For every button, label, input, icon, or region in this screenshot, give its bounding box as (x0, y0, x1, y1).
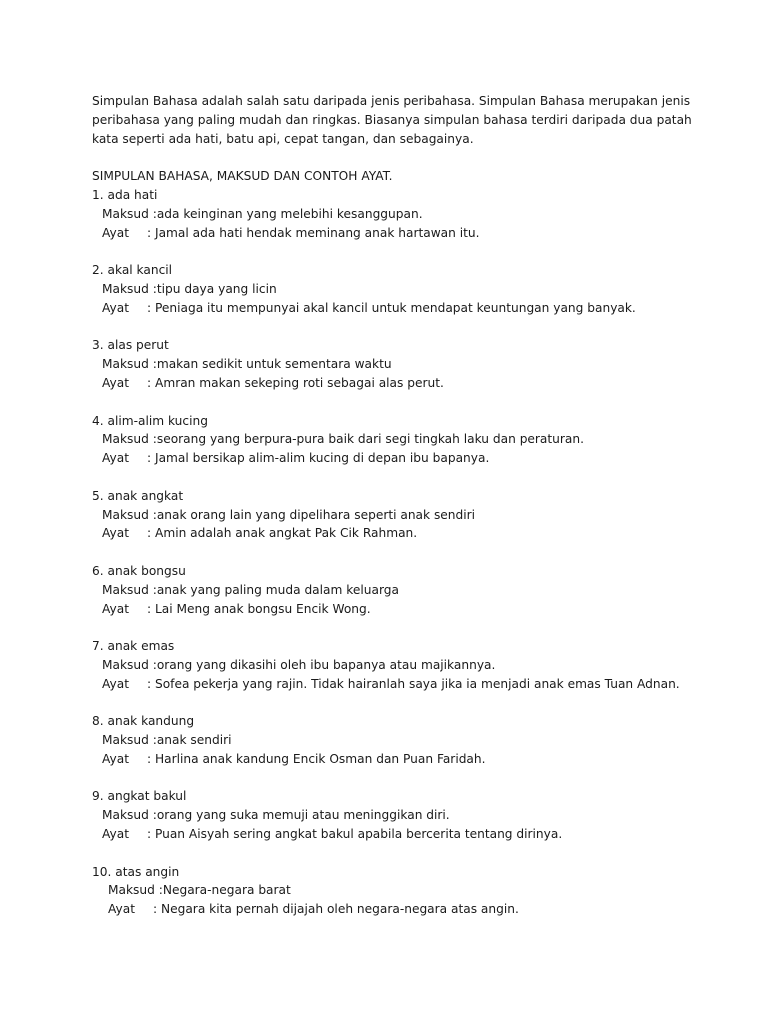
entry-term: 7. anak emas (92, 639, 175, 654)
intro-paragraph: Simpulan Bahasa adalah salah satu daripada jenis peribahasa. Simpulan Bahasa merupakan jenis peribahasa yang paling mudah dan ringkas. Biasanya simpulan bahasa terdiri daripada dua patah kata seperti ada hati, batu api, cepat tangan, dan sebagainya. (92, 94, 692, 146)
entry-ayat: Amran makan sekeping roti sebagai alas perut. (154, 375, 444, 390)
maksud-label: Maksud : (102, 432, 157, 447)
ayat-separator: : (147, 676, 155, 691)
ayat-separator: : (147, 751, 155, 766)
maksud-label: Maksud : (102, 808, 157, 823)
entry-maksud-row (92, 280, 692, 299)
entry-maksud: anak orang lain yang dipelihara seperti anak sendiri (156, 507, 476, 522)
entry-maksud-row (92, 656, 692, 675)
entry-ayat: Amin adalah anak angkat Pak Cik Rahman. (154, 526, 418, 541)
entry-maksud: tipu daya yang licin (156, 281, 277, 296)
entry-maksud-row (92, 205, 692, 224)
ayat-separator: : (147, 300, 155, 315)
entry-ayat-row (92, 449, 692, 468)
entry-maksud: ada keinginan yang melebihi kesanggupan. (156, 206, 423, 221)
maksud-label: Maksud : (102, 507, 157, 522)
entry-ayat-row (92, 524, 692, 543)
entry-ayat-row (92, 675, 692, 694)
ayat-separator: : (153, 902, 161, 917)
ayat-separator: : (147, 601, 155, 616)
ayat-label: Ayat (102, 451, 129, 466)
entry-ayat: Jamal ada hati hendak meminang anak hartawan itu. (154, 225, 480, 240)
ayat-separator: : (147, 451, 155, 466)
entry-maksud-row (92, 731, 692, 750)
ayat-label: Ayat (102, 300, 129, 315)
section-heading: SIMPULAN BAHASA, MAKSUD DAN CONTOH AYAT. (92, 169, 393, 184)
entry-ayat: Sofea pekerja yang rajin. Tidak hairanlah saya jika ia menjadi anak emas Tuan Adnan. (154, 676, 680, 691)
ayat-label: Ayat (102, 676, 129, 691)
entry-term: 8. anak kandung (92, 714, 195, 729)
entry-maksud-row (92, 581, 692, 600)
entry-ayat: Peniaga itu mempunyai akal kancil untuk mendapat keuntungan yang banyak. (154, 300, 636, 315)
entry-4 (92, 412, 692, 468)
entry-ayat-row (92, 900, 692, 919)
entry-ayat: Harlina anak kandung Encik Osman dan Puan Faridah. (154, 751, 486, 766)
entry-3 (92, 336, 692, 392)
entry-maksud-row (92, 881, 692, 900)
document-page (92, 92, 692, 938)
entry-ayat-row (92, 600, 692, 619)
ayat-separator: : (147, 375, 155, 390)
entry-maksud: orang yang dikasihi oleh ibu bapanya atau majikannya. (156, 657, 496, 672)
maksud-label: Maksud : (102, 657, 157, 672)
entry-maksud: anak sendiri (156, 733, 232, 748)
entry-maksud: seorang yang berpura-pura baik dari segi tingkah laku dan peraturan. (156, 432, 584, 447)
maksud-label: Maksud : (102, 281, 157, 296)
entry-ayat-row (92, 750, 692, 769)
ayat-separator: : (147, 225, 155, 240)
entry-5 (92, 487, 692, 543)
entry-maksud-row (92, 806, 692, 825)
ayat-separator: : (147, 827, 155, 842)
entry-term: 4. alim-alim kucing (92, 413, 208, 428)
entry-ayat: Lai Meng anak bongsu Encik Wong. (154, 601, 371, 616)
entry-maksud: orang yang suka memuji atau meninggikan diri. (156, 808, 450, 823)
ayat-label: Ayat (102, 601, 129, 616)
ayat-label: Ayat (102, 225, 129, 240)
entry-maksud-row (92, 430, 692, 449)
entry-maksud: makan sedikit untuk sementara waktu (156, 357, 392, 372)
entry-ayat: Puan Aisyah sering angkat bakul apabila bercerita tentang dirinya. (154, 827, 563, 842)
maksud-label: Maksud : (102, 582, 157, 597)
maksud-label: Maksud : (102, 733, 157, 748)
entry-maksud-row (92, 506, 692, 525)
entry-9 (92, 787, 692, 843)
entry-10 (92, 863, 692, 919)
entry-maksud: anak yang paling muda dalam keluarga (156, 582, 399, 597)
entry-term: 9. angkat bakul (92, 789, 187, 804)
entry-term: 2. akal kancil (92, 263, 173, 278)
entry-term: 5. anak angkat (92, 488, 184, 503)
entry-6 (92, 562, 692, 618)
entry-ayat: Negara kita pernah dijajah oleh negara-negara atas angin. (160, 902, 519, 917)
entry-2 (92, 261, 692, 317)
ayat-label: Ayat (108, 902, 135, 917)
entry-term: 10. atas angin (92, 864, 180, 879)
ayat-label: Ayat (102, 751, 129, 766)
ayat-label: Ayat (102, 375, 129, 390)
entry-8 (92, 712, 692, 768)
entry-ayat-row (92, 825, 692, 844)
ayat-separator: : (147, 526, 155, 541)
entry-term: 1. ada hati (92, 187, 158, 202)
ayat-label: Ayat (102, 526, 129, 541)
ayat-label: Ayat (102, 827, 129, 842)
entry-1 (92, 186, 692, 242)
entry-term: 3. alas perut (92, 338, 169, 353)
maksud-label: Maksud : (108, 883, 163, 898)
maksud-label: Maksud : (102, 357, 157, 372)
entry-ayat: Jamal bersikap alim-alim kucing di depan ibu bapanya. (154, 451, 490, 466)
entry-ayat-row (92, 299, 692, 318)
entry-maksud: Negara-negara barat (162, 883, 291, 898)
entry-maksud-row (92, 355, 692, 374)
entry-ayat-row (92, 374, 692, 393)
maksud-label: Maksud : (102, 206, 157, 221)
entry-ayat-row (92, 224, 692, 243)
entry-7 (92, 637, 692, 693)
entry-term: 6. anak bongsu (92, 563, 186, 578)
